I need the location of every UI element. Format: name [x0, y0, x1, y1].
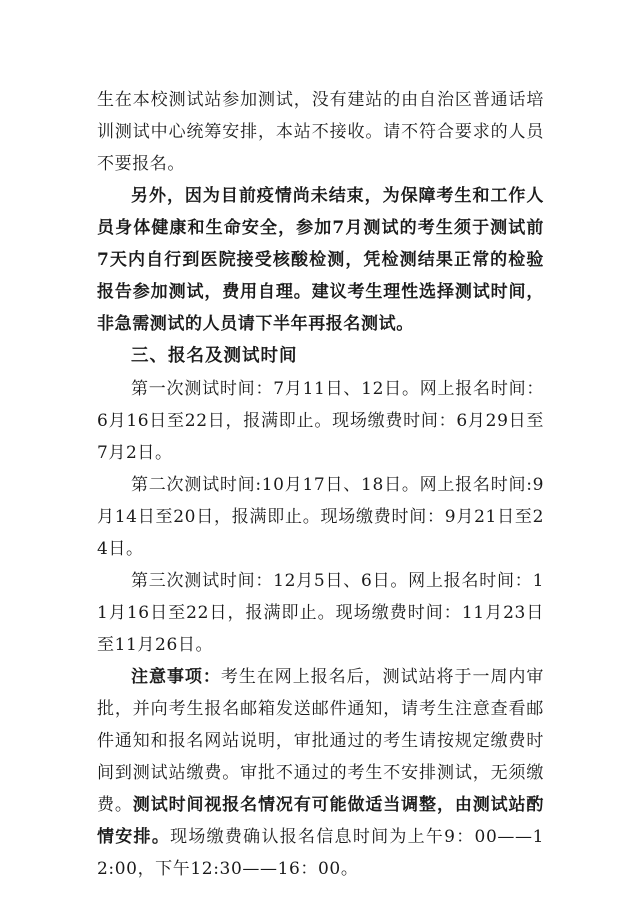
notes-text: 考生在网上报名后，测试站将于一周内审批，并向考生报名邮箱发送邮件通知，请考生注意查看邮件通知和报名网站说明，审批通过的考生请按规定缴费时间到测试站缴费。审批不通过的考生不安排测试，无须缴费。	[97, 667, 545, 815]
notes-label: 注意事项：	[131, 667, 221, 687]
section-heading-registration-time: 三、报名及测试时间	[131, 346, 298, 366]
schedule-second-test: 第二次测试时间:10月17日、18日。网上报名时间:9月14日至20日，报满即止。现场缴费时间：9月21日至24日。	[97, 475, 544, 559]
paragraph-epidemic-notice: 另外，因为目前疫情尚未结束，为保障考生和工作人员身体健康和生命安全，参加7月测试的考生须于测试前7天内自行到医院接受核酸检测，凭检测结果正常的检验报告参加测试，费用自理。建议考生理性选择测试时间，非急需测试的人员请下半年再报名测试。	[97, 186, 544, 334]
notes-bold-text: 测试时间视报名情况有可能做适当调整，由测试站酌情安排。	[97, 795, 544, 847]
schedule-third-test: 第三次测试时间：12月5日、6日。网上报名时间：11月16日至22日，报满即止。现场缴费时间：11月23日至11月26日。	[97, 571, 544, 655]
paragraph-notes	[97, 661, 544, 885]
notes-time-text: 现场缴费确认报名信息时间为上午9：00——12:00，下午12:30——16：00。	[97, 827, 544, 879]
paragraph-continuation: 生在本校测试站参加测试，没有建站的由自治区普通话培训测试中心统筹安排，本站不接收。请不符合要求的人员不要报名。	[97, 90, 544, 174]
schedule-first-test: 第一次测试时间：7月11日、12日。网上报名时间：6月16日至22日，报满即止。现场缴费时间：6月29日至7月2日。	[97, 379, 544, 463]
